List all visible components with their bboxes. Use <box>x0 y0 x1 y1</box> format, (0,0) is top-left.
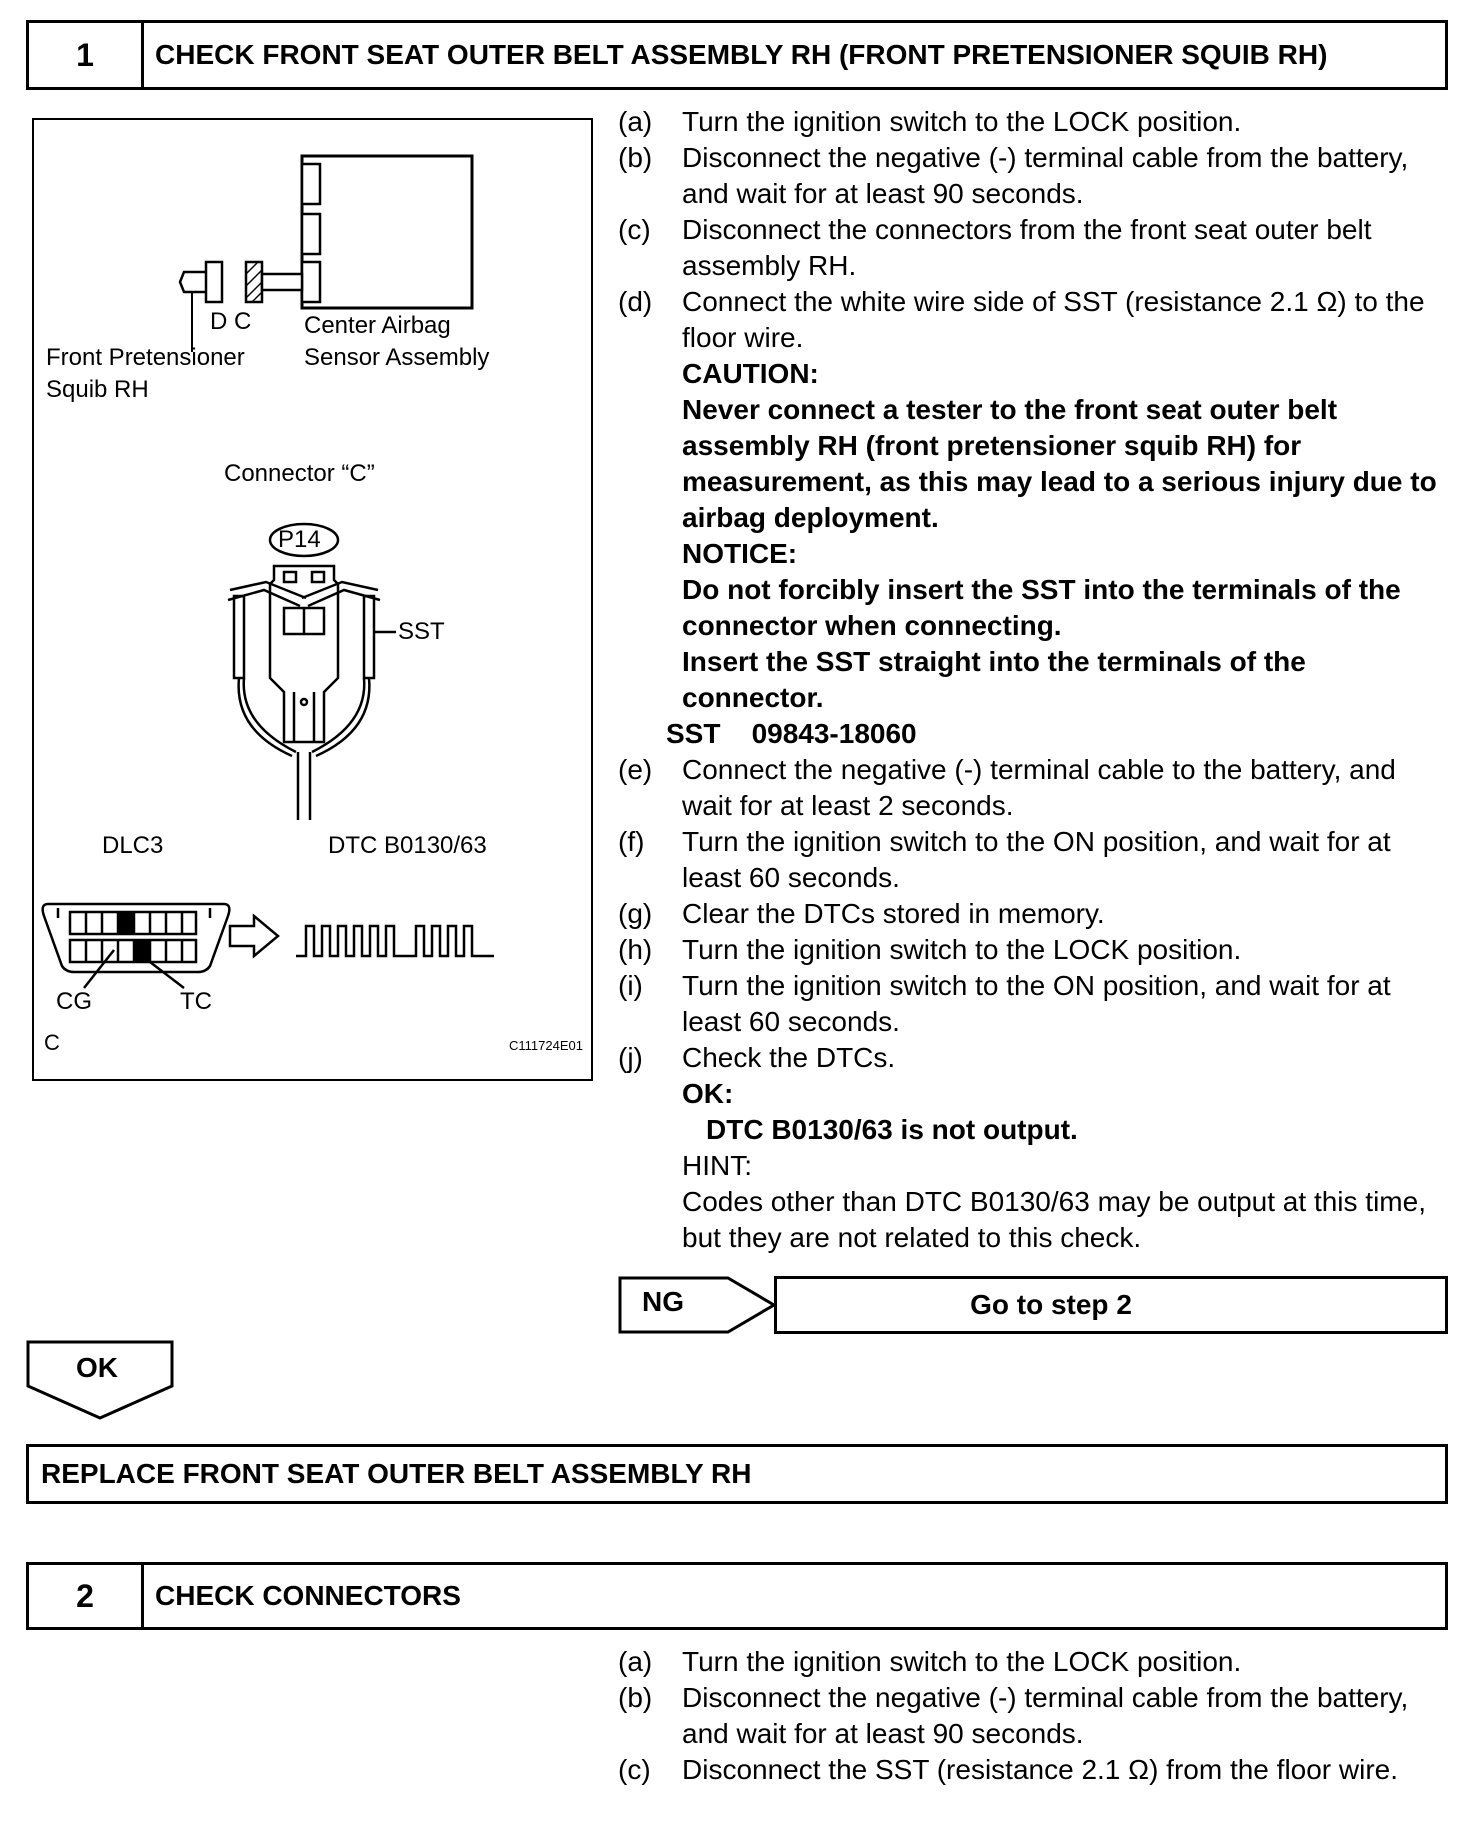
ng-label: NG <box>642 1286 684 1317</box>
go-to-step2-label: Go to step 2 <box>970 1289 1132 1320</box>
ok-arrow-label: OK <box>76 1352 118 1383</box>
dc-label: D C <box>210 308 252 335</box>
instruction-c: (c) Disconnect the connectors from the front seat outer belt assembly RH. <box>618 214 1372 281</box>
hint-heading: HINT: <box>682 1150 752 1181</box>
notice-text-2: Insert the SST straight into the terminals of the connector. <box>682 646 1306 713</box>
step2-instructions <box>618 1644 1448 1788</box>
center-airbag-label-2: Sensor Assembly <box>304 344 490 371</box>
sst-label: SST <box>398 618 445 645</box>
instruction-b: (b) Disconnect the negative (-) terminal cable from the battery, and wait for at least 90 seconds. <box>618 142 1409 209</box>
p14-label: P14 <box>278 526 321 553</box>
step2-instruction-a: (a) Turn the ignition switch to the LOCK position. <box>618 1646 1242 1677</box>
figure-corner-letter: C <box>44 1030 60 1055</box>
instruction-e: (e) Connect the negative (-) terminal cable to the battery, and wait for at least 2 seconds. <box>618 754 1396 821</box>
step2-instruction-b: (b) Disconnect the negative (-) terminal cable from the battery, and wait for at least 90 seconds. <box>618 1682 1409 1749</box>
center-airbag-label-1: Center Airbag <box>304 312 451 339</box>
replace-title: REPLACE FRONT SEAT OUTER BELT ASSEMBLY RH <box>41 1458 752 1489</box>
instruction-g: (g) Clear the DTCs stored in memory. <box>618 898 1105 929</box>
diagram-drawing <box>34 120 591 1079</box>
notice-heading: NOTICE: <box>682 538 798 569</box>
step1-title: CHECK FRONT SEAT OUTER BELT ASSEMBLY RH (FRONT PRETENSIONER SQUIB RH) <box>155 39 1328 70</box>
ok-value: DTC B0130/63 is not output. <box>706 1114 1078 1145</box>
step2-header <box>26 1562 1448 1630</box>
instruction-i: (i) Turn the ignition switch to the ON position, and wait for at least 60 seconds. <box>618 970 1391 1037</box>
figure-code: C111724E01 <box>509 1038 583 1053</box>
pretensioner-label-2: Squib RH <box>46 376 149 403</box>
step1-number: 1 <box>29 23 144 87</box>
diagram-figure <box>32 118 593 1081</box>
tc-label: TC <box>180 988 212 1015</box>
ok-heading: OK: <box>682 1078 734 1109</box>
instruction-a: (a) Turn the ignition switch to the LOCK position. <box>618 106 1242 137</box>
pretensioner-label-1: Front Pretensioner <box>46 344 245 371</box>
caution-text: Never connect a tester to the front seat outer belt assembly RH (front pretensioner squib RH) for measurement, as this may lead to a serious injury due to airbag deployment. <box>682 394 1437 533</box>
cg-label: CG <box>56 988 92 1015</box>
instruction-h: (h) Turn the ignition switch to the LOCK position. <box>618 934 1242 965</box>
instruction-d: (d) Connect the white wire side of SST (resistance 2.1 Ω) to the floor wire. <box>618 286 1425 353</box>
dlc3-label: DLC3 <box>102 832 164 859</box>
step1-header <box>26 20 1448 90</box>
caution-heading: CAUTION: <box>682 358 819 389</box>
go-to-step2-button[interactable] <box>774 1276 1448 1334</box>
instruction-f: (f) Turn the ignition switch to the ON position, and wait for at least 60 seconds. <box>618 826 1391 893</box>
connector-c-label: Connector “C” <box>224 460 375 487</box>
step1-instructions <box>618 104 1448 1256</box>
notice-text-1: Do not forcibly insert the SST into the terminals of the connector when connecting. <box>682 574 1401 641</box>
sst-number: SST 09843-18060 <box>666 718 917 749</box>
step2-instruction-c: (c) Disconnect the SST (resistance 2.1 Ω) from the floor wire. <box>618 1754 1399 1785</box>
hint-text: Codes other than DTC B0130/63 may be output at this time, but they are not related to this check. <box>682 1186 1426 1253</box>
step2-title: CHECK CONNECTORS <box>155 1580 461 1611</box>
step2-number: 2 <box>29 1565 144 1627</box>
replace-box <box>26 1444 1448 1504</box>
dtc-label: DTC B0130/63 <box>328 832 487 859</box>
instruction-j: (j) Check the DTCs. <box>618 1042 896 1073</box>
